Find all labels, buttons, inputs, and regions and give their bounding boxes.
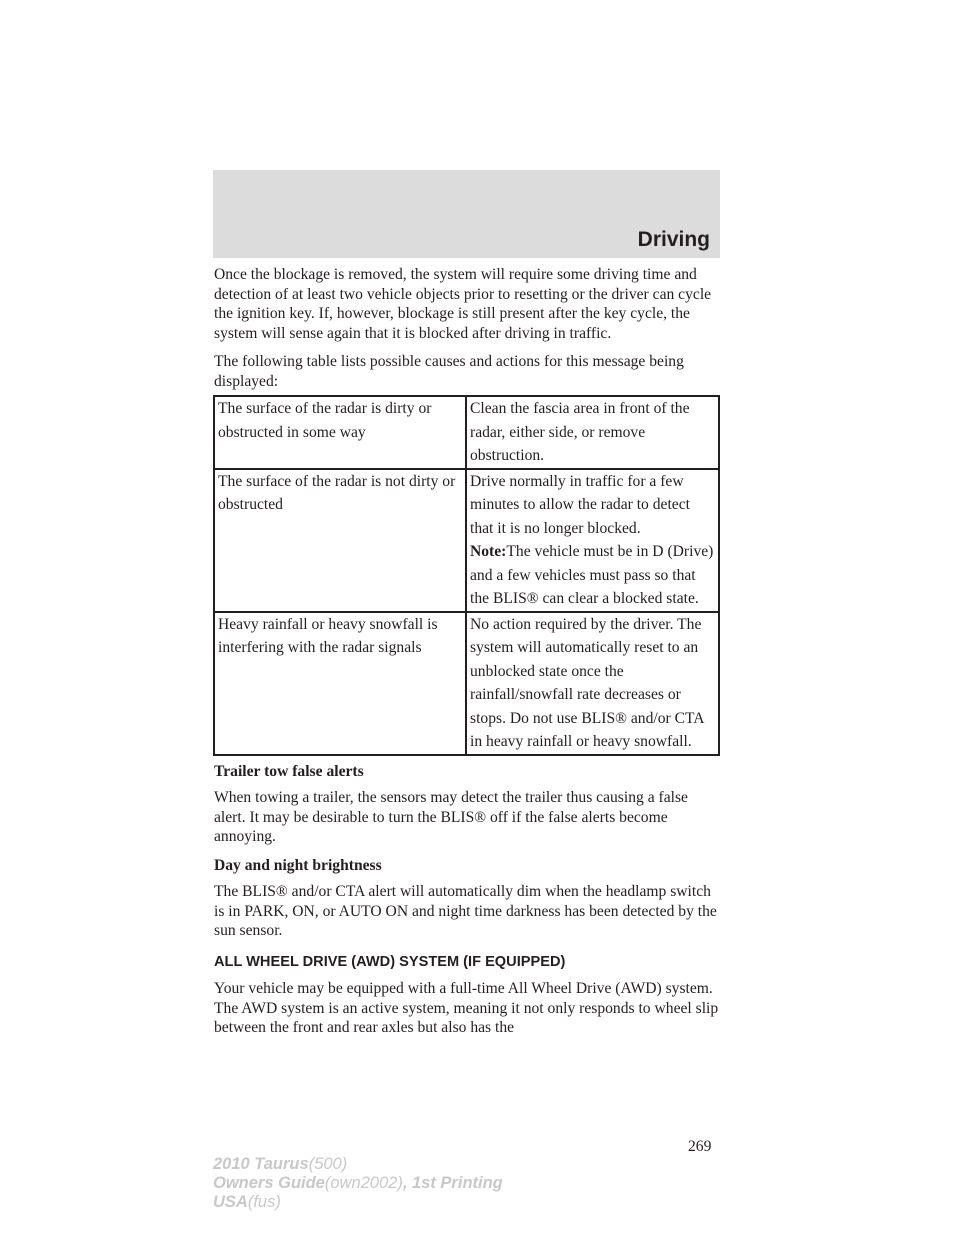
footer-printing: , 1st Printing	[402, 1174, 503, 1192]
trailer-paragraph: When towing a trailer, the sensors may detect the trailer thus causing a false alert. It may be desirable to turn the BLIS® off if the false alerts become annoying.	[214, 789, 688, 845]
intro-paragraph-1: Once the blockage is removed, the system will require some driving time and detection of at least two vehicle objects prior to resetting or the driver can cycle the ignition key. If, however, blockage is still present after the key cycle, the system will sense again that it is blocked after driving in traffic.	[214, 266, 712, 342]
page-content	[214, 265, 720, 1047]
awd-paragraph: Your vehicle may be equipped with a full-time All Wheel Drive (AWD) system. The AWD system is an active system, meaning it not only responds to wheel slip between the front and rear axles but also has the	[214, 980, 719, 1036]
action-cell: No action required by the driver. The system will automatically reset to an unblocked state once the rainfall/snowfall rate decreases or stops. Do not use BLIS® and/or CTA in heavy rainfall or heavy snowfall.	[466, 612, 719, 755]
note-label: Note:	[470, 543, 507, 560]
section-header-bar	[213, 170, 720, 258]
cause-cell: The surface of the radar is not dirty or obstructed	[214, 469, 466, 612]
note-text: The vehicle must be in D (Drive) and a few vehicles must pass so that the BLIS® can clear a blocked state.	[470, 543, 714, 607]
action-cell: Clean the fascia area in front of the radar, either side, or remove obstruction.	[466, 396, 719, 469]
awd-heading: ALL WHEEL DRIVE (AWD) SYSTEM (IF EQUIPPED)	[214, 953, 566, 970]
brightness-paragraph: The BLIS® and/or CTA alert will automatically dim when the headlamp switch is in PARK, ON, or AUTO ON and night time darkness has been detected by the sun sensor.	[214, 883, 717, 939]
footer-line-2	[213, 1174, 503, 1193]
footer-guide: Owners Guide	[213, 1174, 325, 1192]
footer-region-code: (fus)	[247, 1193, 281, 1211]
action-text: Drive normally in traffic for a few minutes to allow the radar to detect that it is no longer blocked.	[470, 472, 690, 537]
footer	[213, 1155, 503, 1212]
intro-paragraph-2: The following table lists possible causes and actions for this message being displayed:	[214, 353, 684, 390]
footer-line-1	[213, 1155, 503, 1174]
table-row	[214, 469, 719, 612]
table-row	[214, 396, 719, 469]
action-cell	[466, 469, 719, 612]
footer-guide-code: (own2002)	[324, 1174, 403, 1192]
trailer-heading: Trailer tow false alerts	[214, 762, 364, 780]
cause-cell: Heavy rainfall or heavy snowfall is interfering with the radar signals	[214, 612, 466, 755]
table-row	[214, 612, 719, 755]
footer-line-3	[213, 1193, 503, 1212]
section-title: Driving	[637, 228, 710, 251]
causes-actions-table	[213, 395, 720, 756]
brightness-heading: Day and night brightness	[214, 856, 382, 874]
footer-model-code: (500)	[308, 1155, 348, 1173]
footer-model: 2010 Taurus	[213, 1155, 309, 1173]
page-number: 269	[688, 1138, 712, 1155]
footer-region: USA	[213, 1193, 248, 1211]
cause-cell: The surface of the radar is dirty or obstructed in some way	[214, 396, 466, 469]
